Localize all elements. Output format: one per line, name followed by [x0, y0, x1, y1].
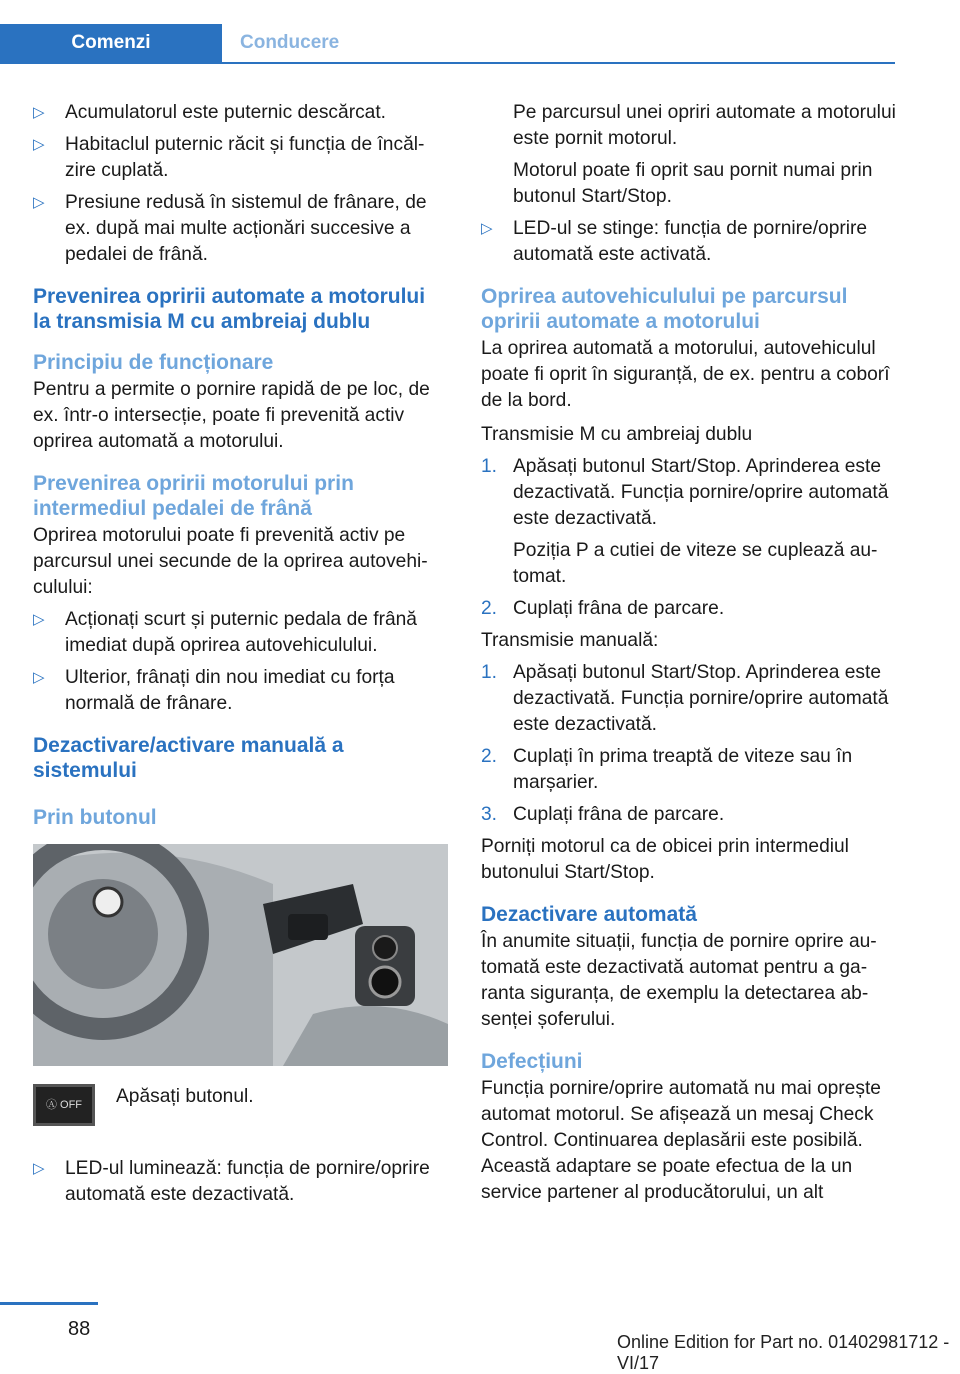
list-item: ▷ Ulterior, frânați din nou imediat cu forța normală de frânare.: [33, 667, 395, 714]
triangle-bullet-icon: ▷: [33, 611, 45, 628]
right-column: [481, 100, 898, 1206]
list-item: 2. Cuplați frâna de parcare.: [481, 596, 898, 622]
step-number: 2.: [481, 598, 498, 619]
steering-wheel-photo: [33, 844, 448, 1066]
caption-row: [33, 1084, 448, 1144]
online-edition-note: Online Edition for Part no. 01402981712 - VI/17: [617, 1332, 950, 1373]
paragraph: Funcția pornire/oprire automată nu mai oprește automat motorul. Se afișează un mesaj Check Control. Continuarea deplasării este posibilă. Această adaptare se poate efectua de la un service partener al producătorului, un alt: [481, 1078, 881, 1203]
paragraph: Transmisie manuală:: [481, 630, 659, 651]
paragraph: La oprirea automată a motorului, autovehiculul poate fi oprit în siguranță, de ex. pentru a coborî de la bord.: [481, 338, 890, 411]
paragraph: Pentru a permite o pornire rapidă de pe loc, de ex. într-o intersecție, poate fi prevenită activ oprirea automată a motorului.: [33, 379, 430, 452]
section-heading: Dezactivare automată: [481, 903, 697, 926]
tab-bar: [0, 24, 895, 64]
step-number: 1.: [481, 662, 498, 683]
caption: Apăsați butonul.: [116, 1086, 254, 1107]
triangle-bullet-icon: ▷: [33, 194, 45, 211]
list-item: ▷ Acționați scurt și puternic pedala de frână imediat după oprirea autovehiculului.: [33, 609, 417, 656]
list-item: 3. Cuplați frâna de parcare.: [481, 802, 898, 828]
tab-comenzi[interactable]: Comenzi: [0, 24, 222, 62]
list-item: ▷ Presiune redusă în sistemul de frânare, de ex. după mai multe acționări succesive a pedalei de frână.: [33, 192, 427, 265]
list-item: ▷ Acumulatorul este puternic descărcat.: [33, 100, 448, 126]
section-heading: Dezactivare/activare manuală a sistemului: [33, 734, 344, 782]
list-item: ▷ LED-ul se stinge: funcția de pornire/oprire automată este activată.: [481, 218, 868, 265]
tab-conducere[interactable]: Conducere: [240, 32, 340, 53]
list-item: ▷ Habitaclul puternic răcit și funcția de încălzire cuplată.: [33, 134, 425, 181]
list-item: 2. Cuplați în prima treaptă de viteze sau în marșarier.: [481, 746, 853, 793]
triangle-bullet-icon: ▷: [33, 669, 45, 686]
list-item: ▷ LED-ul luminează: funcția de pornire/oprire automată este dezactivată.: [33, 1158, 430, 1205]
subsection-heading: Principiu de funcționare: [33, 351, 274, 374]
paragraph: Oprirea motorului poate fi prevenită activ pe parcursul unei secunde de la oprirea autovehiculului:: [33, 525, 428, 598]
paragraph: Transmisie M cu ambreiaj dublu: [481, 424, 753, 445]
step-number: 2.: [481, 746, 498, 767]
paragraph: Motorul poate fi oprit sau pornit numai prin butonul Start/Stop.: [513, 160, 873, 207]
paragraph: Pe parcursul unei opriri automate a motorului este pornit motorul.: [513, 102, 896, 149]
triangle-bullet-icon: ▷: [33, 1160, 45, 1177]
subsection-heading: Prevenirea opririi motorului prin intermediul pedalei de frână: [33, 472, 354, 520]
list-item: 1. Apăsați butonul Start/Stop. Aprinderea este dezactivată. Funcția pornire/oprire automată este dezactivată.: [481, 662, 889, 735]
step-number: 3.: [481, 804, 498, 825]
dashboard-illustration-icon: [33, 844, 448, 1066]
subsection-heading: Oprirea autovehiculului pe parcursul opririi automate a motorului: [481, 285, 848, 333]
paragraph: În anumite situații, funcția de pornire oprire automată este dezactivată automat pentru a garanta siguranța, de exemplu la detectarea absenței șoferului.: [481, 931, 877, 1030]
triangle-bullet-icon: ▷: [481, 220, 493, 237]
page-number: 88: [68, 1318, 91, 1340]
auto-start-stop-off-button-icon: Ⓐ OFF: [33, 1084, 95, 1126]
list-item: 1. Apăsați butonul Start/Stop. Aprinderea este dezactivată. Funcția pornire/oprire automată este dezactivată. Poziția P a cutiei de viteze se cuplează automat.: [481, 456, 889, 587]
subsection-heading: Prin butonul: [33, 806, 157, 829]
footer-rule: [0, 1302, 98, 1305]
subsection-heading: Defecțiuni: [481, 1050, 583, 1073]
step-number: 1.: [481, 456, 498, 477]
triangle-bullet-icon: ▷: [33, 104, 45, 121]
triangle-bullet-icon: ▷: [33, 136, 45, 153]
section-heading: Prevenirea opririi automate a motorului la transmisia M cu ambreiaj dublu: [33, 285, 426, 333]
left-column: [33, 100, 448, 1214]
paragraph: Porniți motorul ca de obicei prin intermediul butonului Start/Stop.: [481, 836, 849, 883]
